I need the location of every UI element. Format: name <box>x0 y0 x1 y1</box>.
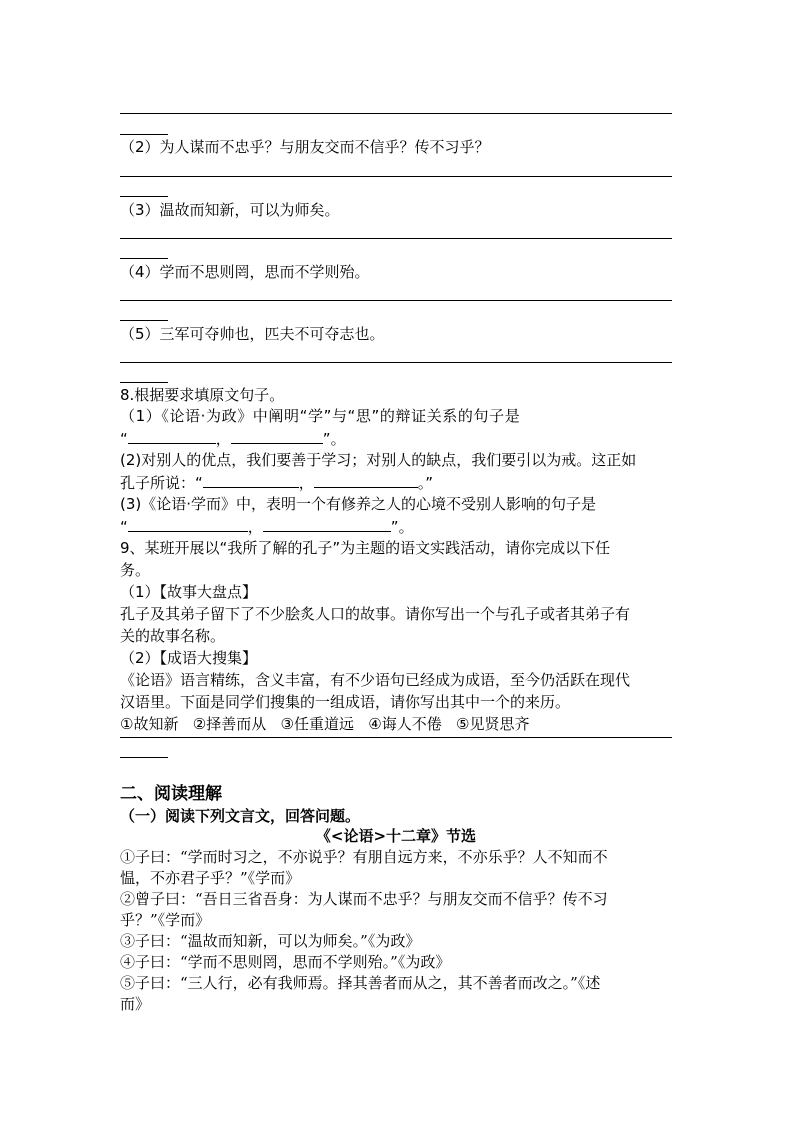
answer-line <box>120 176 672 177</box>
fill-blank[interactable] <box>203 472 299 488</box>
q9-sub1-text: 孔子及其弟子留下了不少脍炙人口的故事。请你写出一个与孔子或者其弟子有 <box>120 605 631 623</box>
comma: ， <box>247 518 263 536</box>
q8-part3-text: (3)《论语·学而》中，表明一个有修养之人的心境不受别人影响的句子是 <box>120 495 597 513</box>
section-subheading: （一）阅读下列文言文，回答问题。 <box>120 807 361 825</box>
passage-line: 乎？”《学而》 <box>120 911 211 929</box>
section-heading: 二、阅读理解 <box>120 784 222 804</box>
q7-item-4: （4）学而不思则罔，思而不学则殆。 <box>120 263 370 281</box>
q7-item-5: （5）三军可夺帅也，匹夫不可夺志也。 <box>120 325 385 343</box>
q7-item-3: （3）温故而知新，可以为师矣。 <box>120 201 340 219</box>
close-quote: ”。 <box>390 518 414 536</box>
passage-line: ②曾子曰：“吾日三省吾身：为人谋而不忠乎？与朋友交而不信乎？传不习 <box>120 890 608 908</box>
q9-title-cont: 务。 <box>120 561 151 579</box>
fill-blank[interactable] <box>231 428 323 444</box>
q9-sub1-text-cont: 关的故事名称。 <box>120 627 226 645</box>
passage-line: 愠，不亦君子乎？”《学而》 <box>120 869 301 887</box>
close-quote: 。” <box>417 474 434 492</box>
answer-line-stub <box>120 258 168 259</box>
q9-idiom-list: ①故知新 ②择善而从 ③任重道远 ④诲人不倦 ⑤见贤思齐 <box>120 715 530 733</box>
q8-part1-text: （1）《论语·为政》中阐明“学”与“思”的辩证关系的句子是 <box>120 407 521 425</box>
answer-line-stub <box>120 382 168 383</box>
answer-line-stub <box>120 134 168 135</box>
q8-part2-text: (2)对别人的优点，我们要善于学习；对别人的缺点，我们要引以为戒。这正如 <box>120 451 637 469</box>
q8-part2-blanks <box>120 472 433 494</box>
q9-sub2-text: 《论语》语言精练，含义丰富，有不少语句已经成为成语，至今仍活跃在现代 <box>120 671 631 689</box>
q9-title: 9、某班开展以“我所了解的孔子”为主题的语文实践活动，请你完成以下任 <box>120 539 611 557</box>
answer-line <box>120 737 672 738</box>
answer-line <box>120 362 672 363</box>
open-quote: 孔子所说：“ <box>120 474 203 492</box>
open-quote: “ <box>120 518 128 536</box>
fill-blank[interactable] <box>128 516 248 532</box>
passage-line: ③子曰：“温故而知新，可以为师矣。”《为政》 <box>120 932 421 950</box>
answer-line <box>120 238 672 239</box>
q7-item-2: （2）为人谋而不忠乎？与朋友交而不信乎？传不习乎？ <box>120 138 490 156</box>
q8-title: 8.根据要求填原文句子。 <box>120 386 285 404</box>
close-quote: ”。 <box>322 430 346 448</box>
passage-line: 而》 <box>120 995 151 1013</box>
q9-sub2-text-cont: 汉语里。下面是同学们搜集的一组成语，请你写出其中一个的来历。 <box>120 693 571 711</box>
fill-blank[interactable] <box>128 428 216 444</box>
answer-line <box>120 113 672 114</box>
answer-line-stub <box>120 757 168 758</box>
answer-line-stub <box>120 320 168 321</box>
q8-part3-blanks <box>120 516 414 538</box>
q8-part1-blanks <box>120 428 346 450</box>
passage-line: ①子曰：“学而时习之，不亦说乎？有朋自远方来，不亦乐乎？人不知而不 <box>120 848 608 866</box>
open-quote: “ <box>120 430 128 448</box>
comma: ， <box>298 474 314 492</box>
q9-sub1-label: （1）【故事大盘点】 <box>120 583 258 601</box>
passage-title: 《<论语>十二章》节选 <box>315 827 477 845</box>
fill-blank[interactable] <box>314 472 418 488</box>
q9-sub2-label: （2）【成语大搜集】 <box>120 649 258 667</box>
passage-line: ④子曰：“学而不思则罔，思而不学则殆。”《为政》 <box>120 953 451 971</box>
answer-line <box>120 300 672 301</box>
answer-line-stub <box>120 196 168 197</box>
passage-line: ⑤子曰：“三人行，必有我师焉。择其善者而从之，其不善者而改之。”《述 <box>120 974 601 992</box>
fill-blank[interactable] <box>263 516 391 532</box>
comma: ， <box>215 430 231 448</box>
